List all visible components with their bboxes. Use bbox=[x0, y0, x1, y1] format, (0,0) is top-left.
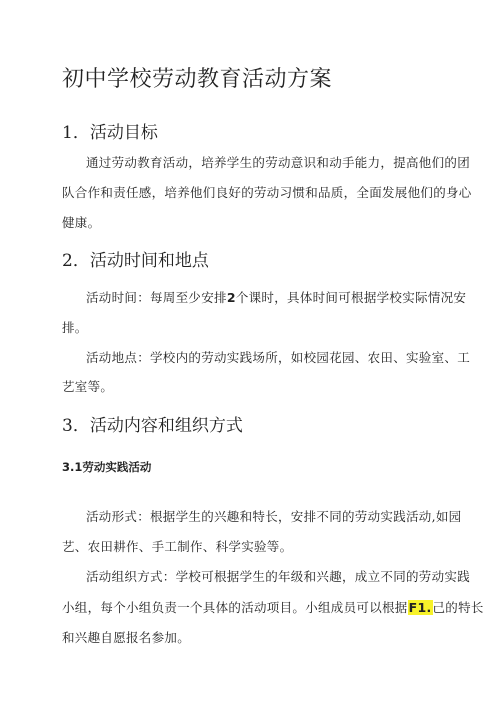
paragraph-line: 艺、农田耕作、手工制作、科学实验等。 bbox=[62, 539, 293, 554]
org-text-post: 己的特长 bbox=[432, 600, 484, 615]
org-text-pre: 小组，每个小组负责一个具体的活动项目。小组成员可以根据 bbox=[62, 600, 408, 615]
org-line: 活动组织方式：学校可根据学生的年级和兴趣，成立不同的劳动实践 bbox=[86, 569, 471, 584]
paragraph-line: 通过劳动教育活动，培养学生的劳动意识和动手能力，提高他们的团 bbox=[86, 155, 471, 170]
place-line: 活动地点：学校内的劳动实践场所，如校园花园、农田、实验室、工 bbox=[86, 350, 471, 365]
time-text-pre: 活动时间：每周至少安排 bbox=[86, 290, 227, 305]
paragraph-line: 和兴趣自愿报名参加。 bbox=[62, 630, 191, 645]
time-line bbox=[86, 288, 466, 306]
section-heading-time-place: 2．活动时间和地点 bbox=[62, 251, 209, 271]
paragraph-line: 健康。 bbox=[62, 215, 101, 230]
paragraph-line: 队合作和责任感，培养他们良好的劳动习惯和品质，全面发展他们的身心 bbox=[62, 185, 472, 200]
section-heading-content: 3．活动内容和组织方式 bbox=[62, 416, 243, 436]
highlighted-text: F1. bbox=[408, 600, 432, 615]
time-number: 2 bbox=[226, 290, 236, 305]
org-line-highlight bbox=[62, 598, 484, 616]
time-text-post: 个课时，具体时间可根据学校实际情况安 bbox=[235, 290, 467, 305]
document-title: 初中学校劳动教育活动方案 bbox=[62, 67, 333, 92]
paragraph-line: 艺室等。 bbox=[62, 379, 114, 394]
paragraph-line: 排。 bbox=[62, 320, 88, 335]
subsection-heading: 3.1劳动实践活动 bbox=[62, 460, 152, 474]
form-line: 活动形式：根据学生的兴趣和特长，安排不同的劳动实践活动,如园 bbox=[86, 509, 462, 524]
section-heading-goals: 1．活动目标 bbox=[62, 123, 158, 143]
